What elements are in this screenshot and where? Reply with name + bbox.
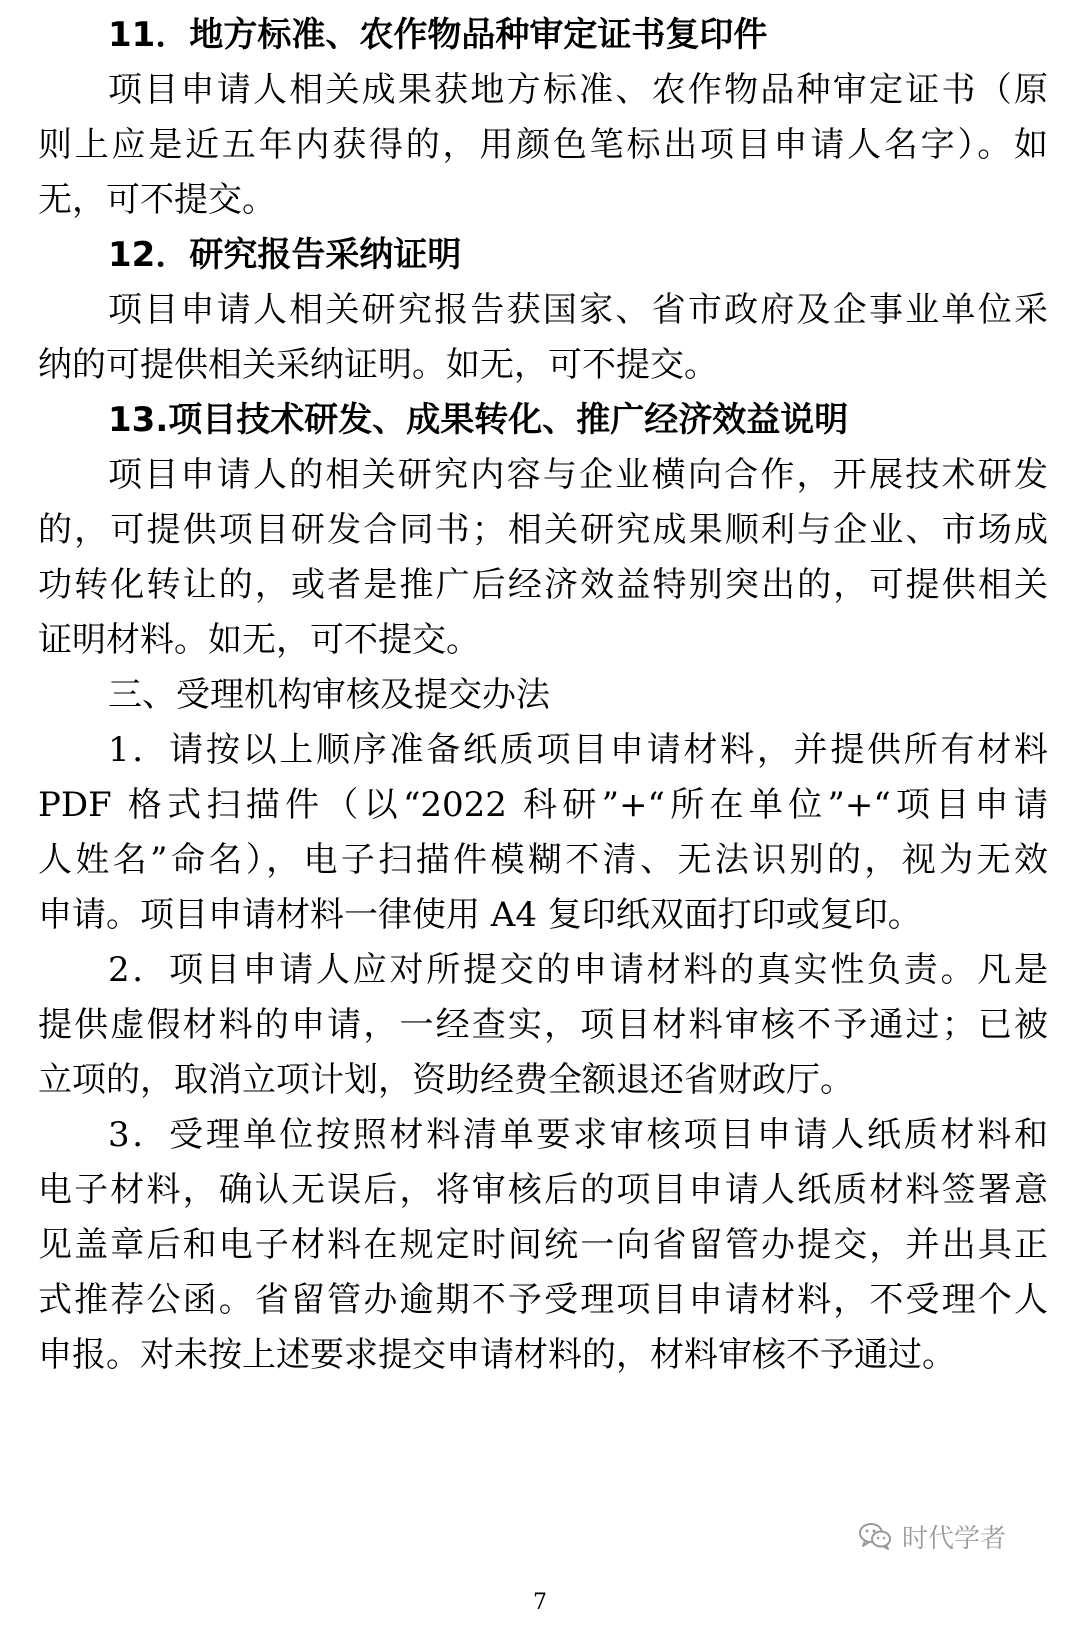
- section-13-heading: 13.项目技术研发、成果转化、推广经济效益说明: [108, 400, 849, 440]
- paragraph-line: 无，可不提交。: [38, 180, 276, 220]
- section-11-heading: 11．地方标准、农作物品种审定证书复印件: [108, 15, 768, 55]
- paragraph-line: 1．请按以上顺序准备纸质项目申请材料，并提供所有材料: [108, 730, 1048, 770]
- section-3-heading: 三、受理机构审核及提交办法: [108, 675, 550, 715]
- paragraph-line: PDF 格式扫描件（以“2022 科研”+“所在单位”+“项目申请: [38, 785, 1048, 825]
- paragraph-line: 的，可提供项目研发合同书；相关研究成果顺利与企业、市场成: [38, 510, 1048, 550]
- paragraph-line: 证明材料。如无，可不提交。: [38, 620, 480, 660]
- watermark: [858, 1514, 1006, 1558]
- paragraph-line: 项目申请人相关研究报告获国家、省市政府及企事业单位采: [108, 290, 1048, 330]
- paragraph-line: 项目申请人的相关研究内容与企业横向合作，开展技术研发: [108, 455, 1048, 495]
- page-number: 7: [533, 1590, 547, 1615]
- paragraph-line: 立项的，取消立项计划，资助经费全额退还省财政厅。: [38, 1060, 854, 1100]
- paragraph-line: 式推荐公函。省留管办逾期不予受理项目申请材料，不受理个人: [38, 1280, 1048, 1320]
- paragraph-line: 项目申请人相关成果获地方标准、农作物品种审定证书（原: [108, 70, 1048, 110]
- section-12-heading: 12．研究报告采纳证明: [108, 235, 462, 275]
- paragraph-line: 提供虚假材料的申请，一经查实，项目材料审核不予通过；已被: [38, 1005, 1048, 1045]
- paragraph-line: 纳的可提供相关采纳证明。如无，可不提交。: [38, 345, 718, 385]
- paragraph-line: 见盖章后和电子材料在规定时间统一向省留管办提交，并出具正: [38, 1225, 1048, 1265]
- paragraph-line: 申请。项目申请材料一律使用 A4 复印纸双面打印或复印。: [38, 895, 922, 935]
- document-body: [38, 8, 1048, 1383]
- paragraph-line: 电子材料，确认无误后，将审核后的项目申请人纸质材料签署意: [38, 1170, 1048, 1210]
- paragraph-line: 功转化转让的，或者是推广后经济效益特别突出的，可提供相关: [38, 565, 1048, 605]
- paragraph-line: 则上应是近五年内获得的，用颜色笔标出项目申请人名字）。如: [38, 125, 1048, 165]
- paragraph-line: 申报。对未按上述要求提交申请材料的，材料审核不予通过。: [38, 1335, 956, 1375]
- wechat-icon: [858, 1521, 892, 1551]
- paragraph-line: 3．受理单位按照材料清单要求审核项目申请人纸质材料和: [108, 1115, 1048, 1155]
- watermark-text: 时代学者: [902, 1523, 1007, 1554]
- paragraph-line: 2．项目申请人应对所提交的申请材料的真实性负责。凡是: [108, 950, 1048, 990]
- paragraph-line: 人姓名”命名），电子扫描件模糊不清、无法识别的，视为无效: [38, 840, 1048, 880]
